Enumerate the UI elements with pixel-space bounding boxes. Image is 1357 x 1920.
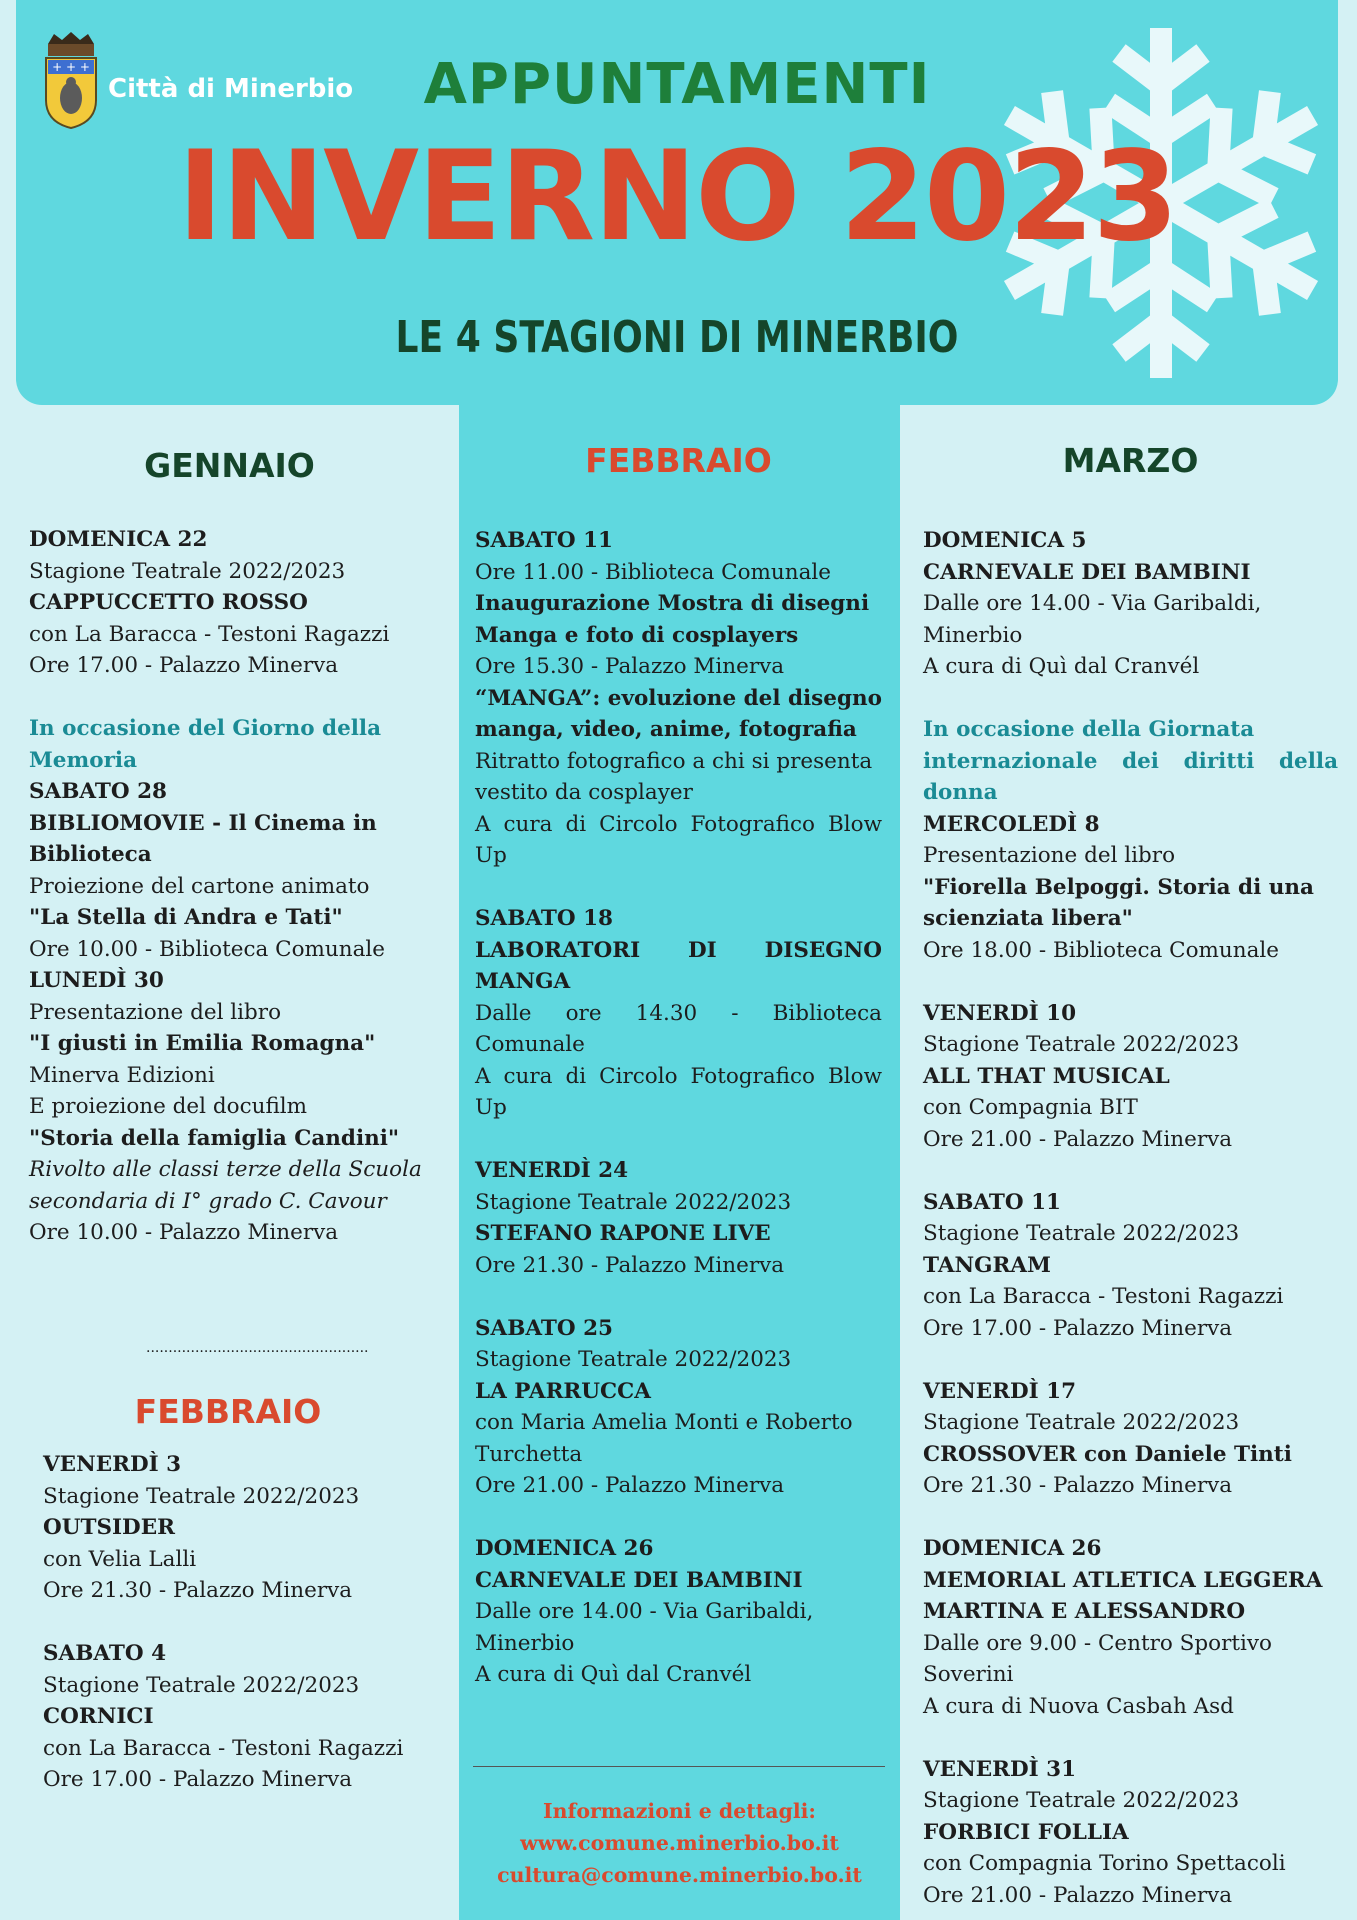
spacer: [923, 683, 1338, 715]
event-line: VENERDÌ 17: [923, 1378, 1077, 1404]
event-line: DOMENICA 26: [475, 1536, 654, 1561]
event-line: DOMENICA 22: [29, 527, 208, 552]
event-line: secondaria di I° grado C. Cavour: [29, 1188, 387, 1214]
event-line: MARTINA E ALESSANDRO: [923, 1599, 1246, 1624]
event-line: manga, video, anime, fotografia: [475, 717, 857, 742]
event-line: Minerva Edizioni: [29, 1062, 215, 1088]
event-line: Stagione Teatrale 2022/2023: [923, 1788, 1240, 1813]
event-line: Manga e foto di cosplayers: [475, 622, 799, 648]
event-line: Ore 21.00 - Palazzo Minerva: [923, 1126, 1233, 1152]
event-line: "La Stella di Andra e Tati": [29, 905, 343, 930]
event-line: LABORATORI DI DISEGNO MANGA: [475, 937, 882, 994]
spacer: [475, 1124, 882, 1156]
event-list: [923, 525, 1338, 1911]
event-line: “MANGA”: evoluzione del disegno: [475, 685, 882, 711]
event-line: FORBICI FOLLIA: [923, 1819, 1129, 1845]
event-line: Ore 10.00 - Palazzo Minerva: [29, 1220, 339, 1245]
event-line: Ore 17.00 - Palazzo Minerva: [29, 653, 339, 678]
event-line: Minerbio: [923, 622, 1023, 648]
event-line: Ore 17.00 - Palazzo Minerva: [43, 1767, 353, 1792]
event-line: Soverini: [923, 1662, 1014, 1687]
spacer: [923, 966, 1338, 998]
event-line: SABATO 11: [475, 528, 614, 553]
event-list: [29, 524, 430, 1249]
event-line: Ore 17.00 - Palazzo Minerva: [923, 1315, 1233, 1341]
event-line: A cura di Quì dal Cranvél: [923, 654, 1200, 679]
city-name: Città di Minerbio: [108, 74, 354, 104]
event-line: con Velia Lalli: [43, 1546, 197, 1572]
spacer: [923, 1155, 1338, 1187]
month-heading-febbraio: FEBBRAIO: [585, 441, 772, 480]
info-box: [459, 1795, 900, 1891]
event-line: VENERDÌ 31: [923, 1756, 1077, 1782]
event-line: A cura di Nuova Casbah Asd: [923, 1693, 1234, 1719]
month-heading-febbraio: FEBBRAIO: [134, 1392, 322, 1431]
event-line: Presentazione del libro: [923, 843, 1176, 868]
header-banner: [16, 0, 1338, 405]
event-line: VENERDÌ 24: [475, 1158, 629, 1183]
event-line: con Compagnia BIT: [923, 1095, 1138, 1120]
event-line: Memoria: [29, 747, 137, 773]
event-line: con Compagnia Torino Spettacoli: [923, 1851, 1286, 1876]
event-line: Ore 21.30 - Palazzo Minerva: [923, 1473, 1233, 1498]
event-line: "Fiorella Belpoggi. Storia di una: [923, 874, 1314, 900]
event-line: SABATO 25: [475, 1315, 614, 1341]
event-line: Turchetta: [475, 1441, 583, 1467]
event-line: A cura di Quì dal Cranvél: [475, 1662, 752, 1687]
event-line: Stagione Teatrale 2022/2023: [923, 1410, 1240, 1435]
spacer: [475, 1502, 882, 1534]
event-line: CARNEVALE DEI BAMBINI: [475, 1567, 803, 1593]
event-line: Inaugurazione Mostra di disegni: [475, 591, 870, 616]
event-line: In occasione della Giornata: [923, 717, 1255, 742]
column-febbraio: [475, 405, 882, 1691]
month-heading-marzo: MARZO: [1062, 441, 1199, 480]
event-line: Dalle ore 14.00 - Via Garibaldi,: [923, 591, 1262, 616]
dotted-divider: ..................................................: [146, 1340, 369, 1356]
spacer: [29, 682, 430, 714]
event-line: Dalle ore 9.00 - Centro Sportivo: [923, 1630, 1272, 1656]
event-line: CROSSOVER con Daniele Tinti: [923, 1441, 1292, 1467]
subtitle: LE 4 STAGIONI DI MINERBIO: [395, 312, 959, 363]
event-line: internazionale dei diritti della donna: [923, 748, 1338, 805]
event-line: con La Baracca - Testoni Ragazzi: [43, 1735, 404, 1761]
event-line: SABATO 4: [43, 1641, 167, 1666]
event-line: VENERDÌ 10: [923, 1000, 1077, 1026]
spacer: [923, 1502, 1338, 1534]
event-line: CARNEVALE DEI BAMBINI: [923, 559, 1251, 585]
event-line: SABATO 18: [475, 906, 614, 931]
spacer: [475, 872, 882, 904]
event-line: Ore 15.30 - Palazzo Minerva: [475, 654, 785, 679]
event-line: Ore 18.00 - Biblioteca Comunale: [923, 937, 1280, 963]
spacer: [43, 1607, 423, 1639]
event-line: CAPPUCCETTO ROSSO: [29, 590, 308, 615]
event-line: E proiezione del docufilm: [29, 1094, 308, 1119]
event-line: Ritratto fotografico a chi si presenta: [475, 748, 873, 774]
event-line: In occasione del Giorno della: [29, 716, 382, 741]
event-line: ALL THAT MUSICAL: [923, 1063, 1170, 1089]
column-febbraio-left: [43, 1392, 423, 1796]
event-line: Stagione Teatrale 2022/2023: [29, 558, 346, 584]
event-line: Ore 21.00 - Palazzo Minerva: [475, 1473, 785, 1498]
event-line: Stagione Teatrale 2022/2023: [923, 1032, 1240, 1057]
event-line: Stagione Teatrale 2022/2023: [475, 1347, 792, 1372]
event-line: Presentazione del libro: [29, 999, 282, 1025]
event-line: Ore 21.30 - Palazzo Minerva: [475, 1252, 785, 1278]
column-gennaio: [29, 405, 430, 1249]
event-line: con La Baracca - Testoni Ragazzi: [923, 1284, 1284, 1309]
event-line: Ore 21.00 - Palazzo Minerva: [923, 1882, 1233, 1908]
event-line: Ore 10.00 - Biblioteca Comunale: [29, 936, 386, 962]
main-title: INVERNO 2023: [177, 125, 1177, 269]
event-line: BIBLIOMOVIE - Il Cinema in: [29, 810, 377, 836]
event-line: VENERDÌ 3: [43, 1452, 182, 1477]
event-line: "I giusti in Emilia Romagna": [29, 1031, 376, 1056]
kicker-title: APPUNTAMENTI: [423, 52, 931, 117]
event-line: CORNICI: [43, 1704, 154, 1729]
event-line: Proiezione del cartone animato: [29, 873, 370, 899]
event-line: Biblioteca: [29, 842, 152, 867]
event-line: Stagione Teatrale 2022/2023: [475, 1189, 792, 1215]
event-line: MEMORIAL ATLETICA LEGGERA: [923, 1567, 1323, 1593]
event-line: LA PARRUCCA: [475, 1378, 651, 1404]
event-line: vestito da cosplayer: [475, 780, 693, 805]
spacer: [475, 1281, 882, 1313]
event-line: scienziata libera": [923, 906, 1133, 931]
event-line: LUNEDÌ 30: [29, 968, 164, 993]
event-line: Stagione Teatrale 2022/2023: [923, 1221, 1240, 1246]
column-marzo: [923, 405, 1338, 1911]
info-label: Informazioni e dettagli:: [543, 1799, 816, 1823]
event-line: Stagione Teatrale 2022/2023: [43, 1672, 360, 1698]
event-line: con La Baracca - Testoni Ragazzi: [29, 621, 390, 647]
month-heading-gennaio: GENNAIO: [144, 446, 315, 485]
event-list: [43, 1449, 423, 1796]
svg-text:+ + +: + + +: [52, 60, 90, 74]
event-line: DOMENICA 5: [923, 528, 1087, 553]
website-link[interactable]: www.comune.minerbio.bo.it: [520, 1831, 839, 1855]
event-line: OUTSIDER: [43, 1515, 175, 1540]
event-line: Ore 21.30 - Palazzo Minerva: [43, 1578, 353, 1603]
event-line: con Maria Amelia Monti e Roberto: [475, 1410, 853, 1435]
email-link[interactable]: cultura@comune.minerbio.bo.it: [497, 1863, 862, 1887]
event-line: DOMENICA 26: [923, 1536, 1102, 1561]
event-line: Rivolto alle classi terze della Scuola: [29, 1157, 422, 1182]
event-line: Stagione Teatrale 2022/2023: [43, 1483, 360, 1509]
event-line: MERCOLEDÌ 8: [923, 811, 1100, 837]
spacer: [923, 1722, 1338, 1754]
event-line: A cura di Circolo Fotografico Blow Up: [475, 1063, 882, 1120]
event-line: SABATO 28: [29, 779, 168, 804]
event-list: [475, 525, 882, 1691]
event-line: SABATO 11: [923, 1189, 1062, 1215]
event-line: Dalle ore 14.30 - Biblioteca Comunale: [475, 1000, 882, 1057]
event-line: A cura di Circolo Fotografico Blow Up: [475, 811, 882, 868]
event-line: TANGRAM: [923, 1252, 1051, 1278]
event-line: Minerbio: [475, 1630, 575, 1656]
event-line: STEFANO RAPONE LIVE: [475, 1221, 771, 1246]
spacer: [923, 1344, 1338, 1376]
event-line: "Storia della famiglia Candini": [29, 1125, 400, 1151]
event-line: Dalle ore 14.00 - Via Garibaldi,: [475, 1599, 814, 1624]
event-line: Ore 11.00 - Biblioteca Comunale: [475, 559, 832, 585]
info-divider: [473, 1766, 885, 1767]
